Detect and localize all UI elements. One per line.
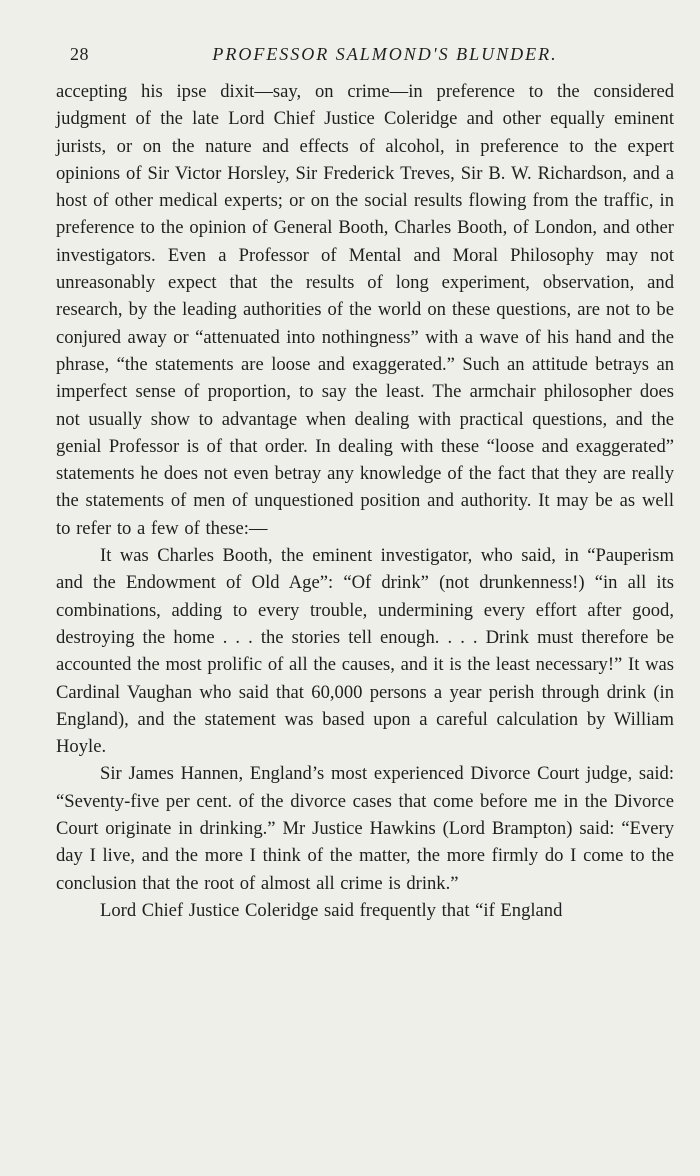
body-text	[56, 78, 674, 924]
paragraph-james-hannen: Sir James Hannen, England’s most experienced Divorce Court judge, said: “Seventy-five per cent. of the divorce cases that come before me in the Divorce Court originate in drinking.” Mr Justice Hawkins (Lord Brampton) said: “Every day I live, and the more I think of the matter, the more firmly do I come to the conclusion that the root of almost all crime is drink.”	[56, 763, 674, 894]
page-number: 28	[70, 44, 89, 64]
running-head: PROFESSOR SALMOND'S BLUNDER.	[212, 44, 558, 64]
paragraph-coleridge: Lord Chief Justice Coleridge said frequently that “if England	[100, 899, 563, 921]
paragraph-charles-booth: It was Charles Booth, the eminent investigator, who said, in “Pauperism and the Endowment of Old Age”: “Of drink” (not drunkenness!) “in all its combinations, adding to every trouble, undermining every effort after good, destroying the home . . . the stories tell enough. . . . Drink must therefore be accounted the most prolific of all the causes, and it is the least necessary!” It was Cardinal Vaughan who said that 60,000 persons a year perish through drink (in England), and the statement was based upon a careful calculation by William Hoyle.	[56, 545, 674, 758]
page-header	[56, 44, 674, 78]
paragraph-continued: accepting his ipse dixit—say, on crime—in preference to the considered judgment of the late Lord Chief Justice Coleridge and other equally eminent jurists, or on the nature and effects of alcohol, in preference to the expert opinions of Sir Victor Horsley, Sir Frederick Treves, Sir B. W. Richardson, and a host of other medical experts; or on the social results flowing from the traffic, in preference to the opinion of General Booth, Charles Booth, of London, and other investigators. Even a Professor of Mental and Moral Philosophy may not unreasonably expect that the results of long experiment, observation, and research, by the leading authorities of the world on these questions, are not to be conjured away or “attenuated into nothingness” with a wave of his hand and the phrase, “the statements are loose and exaggerated.” Such an attitude betrays an imperfect sense of proportion, to say the least. The armchair philosopher does not usually show to advantage when dealing with practical questions, and the genial Professor is of that order. In dealing with these “loose and exaggerated” statements he does not even betray any knowledge of the fact that they are really the statements of men of unquestioned position and authority. It may be as well to refer to a few of these:—	[56, 81, 674, 539]
